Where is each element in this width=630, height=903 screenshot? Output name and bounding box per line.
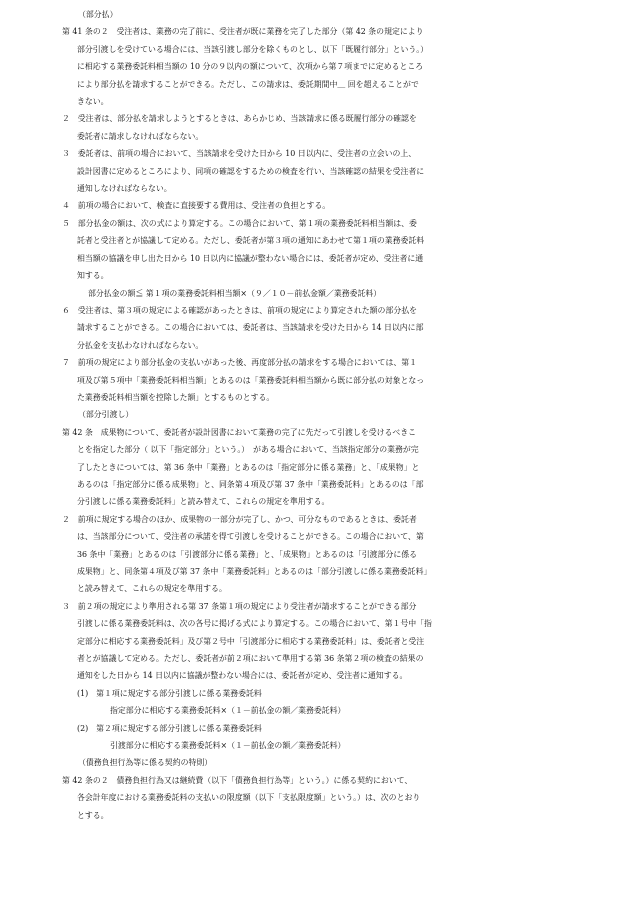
text-line: 了したときについては、第 36 条中「業務」とあるのは「指定部分に係る業務」と、「成果物」と <box>77 462 420 472</box>
text-line: 成果物」と、同条第４項及び第 37 条中「業務委託料」とあるのは「部分引渡しに係る業務委託料」 <box>77 567 432 576</box>
paragraph-line: ２ 前項に規定する場合のほか、成果物の一部分が完了し、かつ、可分なものであるときは、委託者 <box>62 514 417 524</box>
text-line: 託者と受注者とが協議して定める。ただし、委託者が第３項の通知にあわせて第１項の業務委託料 <box>77 236 425 246</box>
text-line: 36 条中「業務」とあるのは「引渡部分に係る業務」と、「成果物」とあるのは「引渡部分に係る <box>77 549 418 559</box>
formula-line: 指定部分に相応する業務委託料×（１－前払金の額／業務委託料） <box>110 706 346 716</box>
paragraph-line: ３ 前２項の規定により準用される第 37 条第１項の規定により受注者が請求することができる部分 <box>62 601 417 611</box>
text-line: 項及び第５項中「業務委託料相当額」とあるのは「業務委託料相当額から既に部分払の対象となっ <box>77 375 425 385</box>
text-line: 各会計年度における業務委託料の支払いの限度額（以下「支払限度額」という。）は、次のとおり <box>77 793 421 803</box>
item-line: (2) 第２項に規定する部分引渡しに係る業務委託料 <box>77 723 262 733</box>
text-line: 者とが協議して定める。ただし、委託者が前２項において準用する第 36 条第２項の検査の結果の <box>77 654 424 664</box>
text-line: た業務委託料相当額を控除した額」とするものとする。 <box>77 392 275 402</box>
text-line: 通知しなければならない。 <box>77 184 172 194</box>
text-line: 請求することができる。この場合においては、委託者は、当該請求を受けた日から 14 日以内に部 <box>77 323 424 333</box>
section-heading: （部分払） <box>78 10 118 19</box>
text-line: 分引渡しに係る業務委託料」と読み替えて、これらの規定を準用する。 <box>77 497 330 507</box>
paragraph-line: ６ 受注者は、第３項の規定による確認があったときは、前項の規定により算定された額の部分払を <box>62 305 418 315</box>
article-line: 第 42 条の２ 債務負担行為又は継続費（以下「債務負担行為等」という。）に係る契約において、 <box>62 775 413 785</box>
text-line: 知する。 <box>77 271 109 281</box>
text-line: とを指定した部分（ 以下「指定部分」という。） がある場合において、当該指定部分の業務が完 <box>77 445 419 455</box>
formula-line: 部分払金の額≦ 第１項の業務委託料相当額×（９／１０－前払金額／業務委託料） <box>88 288 382 298</box>
paragraph-line: ７ 前項の規定により部分払金の支払いがあった後、再度部分払の請求をする場合においては、第１ <box>62 358 418 368</box>
text-line: きない。 <box>77 97 109 107</box>
paragraph-line: ５ 部分払金の額は、次の式により算定する。この場合において、第１項の業務委託料相当額は、委 <box>62 218 417 228</box>
text-line: 委託者に請求しなければならない。 <box>77 131 204 141</box>
text-line: 引渡しに係る業務委託料は、次の各号に掲げる式により算定する。この場合において、第１号中「指 <box>77 619 432 629</box>
text-line: は、当該部分について、受注者の承諾を得て引渡しを受けることができる。この場合において、第 <box>77 532 424 542</box>
paragraph-line: ２ 受注者は、部分払を請求しようとするときは、あらかじめ、当該請求に係る既履行部分の確認を <box>62 114 417 124</box>
section-heading: （債務負担行為等に係る契約の特則） <box>78 758 213 768</box>
text-line: とする。 <box>77 810 109 820</box>
text-line: 部分引渡しを受けている場合には、当該引渡し部分を除くものとし、以下「既履行部分」という。） <box>77 44 429 54</box>
item-line: (1) 第１項に規定する部分引渡しに係る業務委託料 <box>77 688 262 698</box>
paragraph-line: ３ 委託者は、前項の場合において、当該請求を受けた日から 10 日以内に、受注者の立会いの上、 <box>62 149 417 159</box>
document-body <box>0 6 630 824</box>
text-line: に相応する業務委託料相当額の 10 分の９以内の額について、次項から第７項までに定めるところ <box>77 62 424 72</box>
text-line: あるのは「指定部分に係る成果物」と、同条第４項及び第 37 条中「業務委託料」とあるのは「部 <box>77 479 424 489</box>
formula-line: 引渡部分に相応する業務委託料×（１－前払金の額／業務委託料） <box>110 741 346 751</box>
text-line: 定部分に相応する業務委託料」及び第２号中「引渡部分に相応する業務委託料」は、委託者と受注 <box>77 636 425 646</box>
text-line: 相当額の協議を申し出た日から 10 日以内に協議が整わない場合には、委託者が定め、受注者に通 <box>77 253 424 263</box>
text-line: により部分払を請求することができる。ただし、この請求は、委託期間中＿ 回を超えることがで <box>77 79 419 89</box>
text-line: 通知をした日から 14 日以内に協議が整わない場合には、委託者が定め、受注者に通知する。 <box>77 671 408 681</box>
section-heading: （部分引渡し） <box>78 410 134 420</box>
article-line: 第 41 条の２ 受注者は、業務の完了前に、受注者が既に業務を完了した部分（第 42 条の規定により <box>62 27 424 37</box>
text-line: と読み替えて、これらの規定を準用する。 <box>77 584 227 594</box>
text-line: 分払金を支払わなければならない。 <box>77 340 204 350</box>
paragraph-line: ４ 前項の場合において、検査に直接要する費用は、受注者の負担とする。 <box>62 201 331 211</box>
text-line: 設計図書に定めるところにより、同項の確認をするための検査を行い、当該確認の結果を受注者に <box>77 166 425 176</box>
article-line: 第 42 条 成果物について、委託者が設計図書において業務の完了に先だって引渡しを受けるべきこ <box>62 427 417 437</box>
